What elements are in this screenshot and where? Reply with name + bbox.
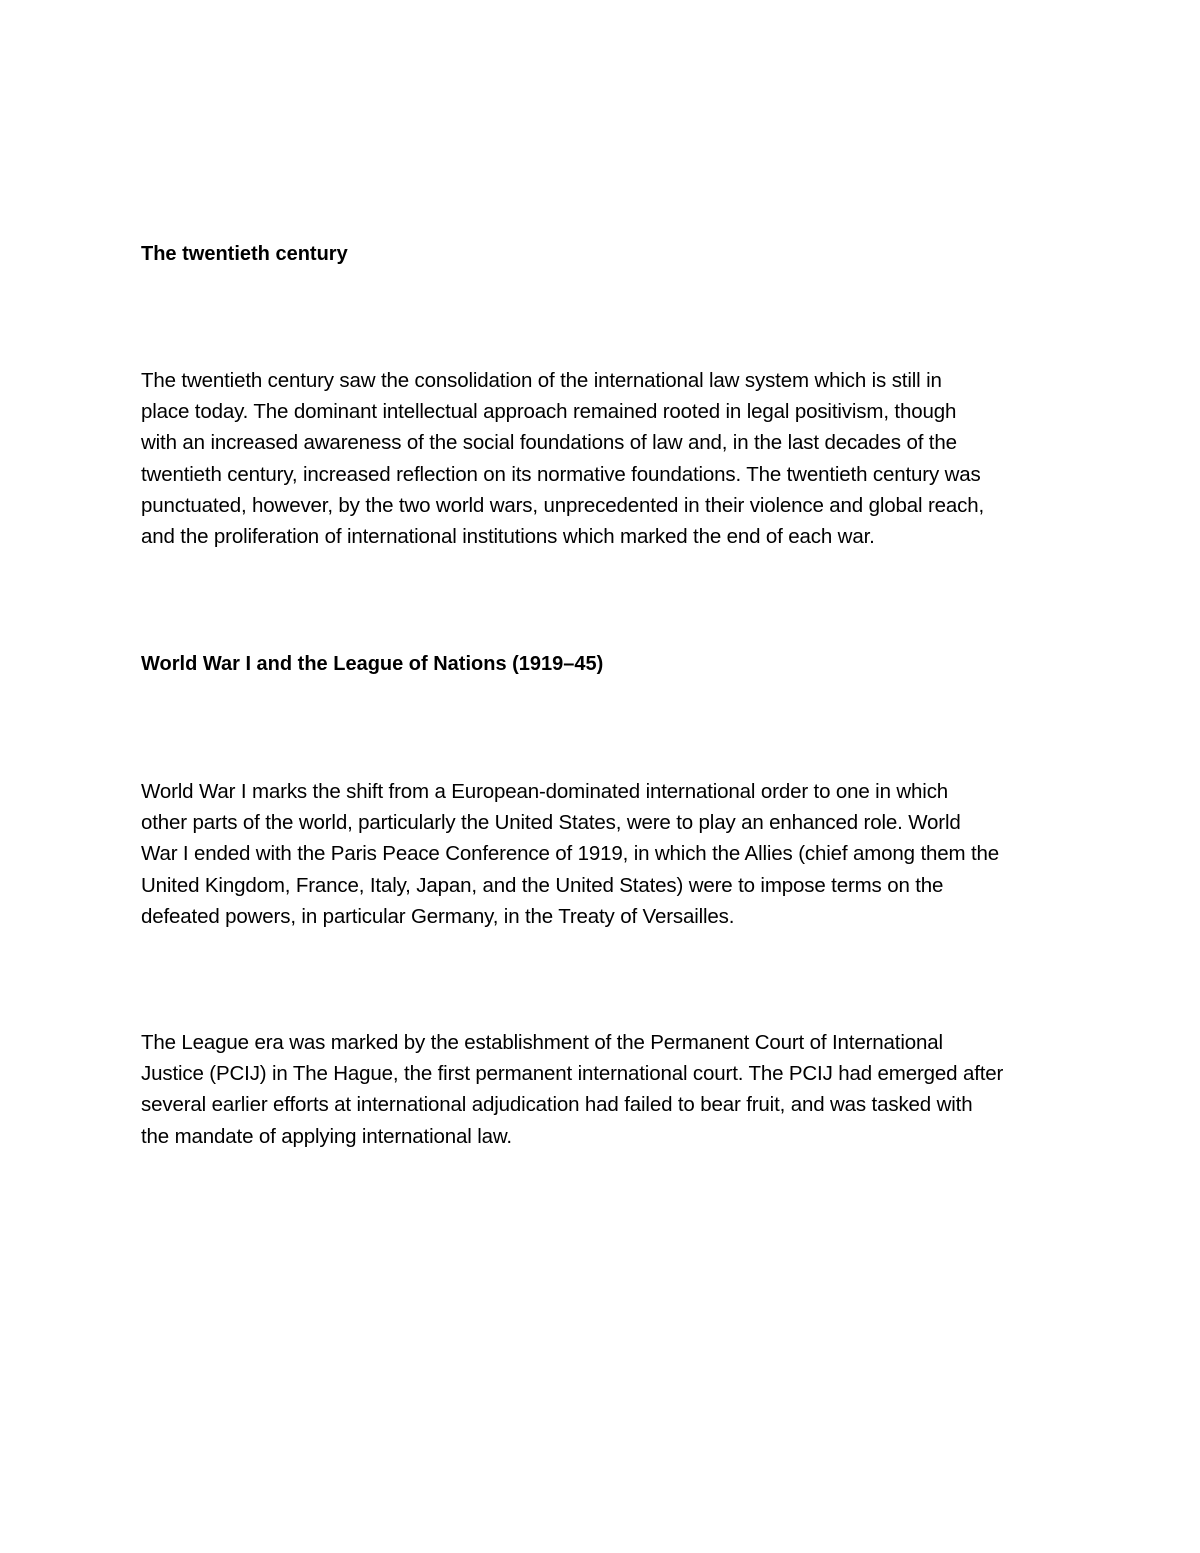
paragraph-wwi — [141, 776, 1071, 932]
text-line: World War I marks the shift from a European-dominated international order to one in which — [141, 780, 949, 803]
text-line: defeated powers, in particular Germany, in the Treaty of Versailles. — [141, 904, 735, 928]
text-line: the mandate of applying international law. — [141, 1124, 512, 1148]
text-line: The League era was marked by the establishment of the Permanent Court of International — [141, 1031, 943, 1054]
section-heading-wwi-league: World War I and the League of Nations (1919–45) — [141, 653, 604, 675]
text-line: Justice (PCIJ) in The Hague, the first permanent international court. The PCIJ had emerged after — [141, 1062, 1004, 1086]
text-line: United Kingdom, France, Italy, Japan, and the United States) were to impose terms on the — [141, 873, 944, 897]
text-line: several earlier efforts at international adjudication had failed to bear fruit, and was tasked with — [141, 1093, 973, 1117]
text-line: punctuated, however, by the two world wars, unprecedented in their violence and global reach, — [141, 493, 985, 517]
paragraph-twentieth-century-intro — [141, 365, 1071, 552]
text-line: other parts of the world, particularly the United States, were to play an enhanced role. World — [141, 811, 961, 835]
section-heading-twentieth-century: The twentieth century — [141, 243, 348, 265]
text-line: War I ended with the Paris Peace Conference of 1919, in which the Allies (chief among them the — [141, 842, 1000, 866]
text-line: with an increased awareness of the social foundations of law and, in the last decades of the — [141, 431, 957, 455]
paragraph-league-era-pcij — [141, 1027, 1071, 1152]
text-line: and the proliferation of international institutions which marked the end of each war. — [141, 525, 875, 549]
text-line: The twentieth century saw the consolidation of the international law system which is still in — [141, 369, 942, 392]
text-line: place today. The dominant intellectual approach remained rooted in legal positivism, though — [141, 400, 957, 424]
text-line: twentieth century, increased reflection on its normative foundations. The twentieth century was — [141, 462, 981, 486]
